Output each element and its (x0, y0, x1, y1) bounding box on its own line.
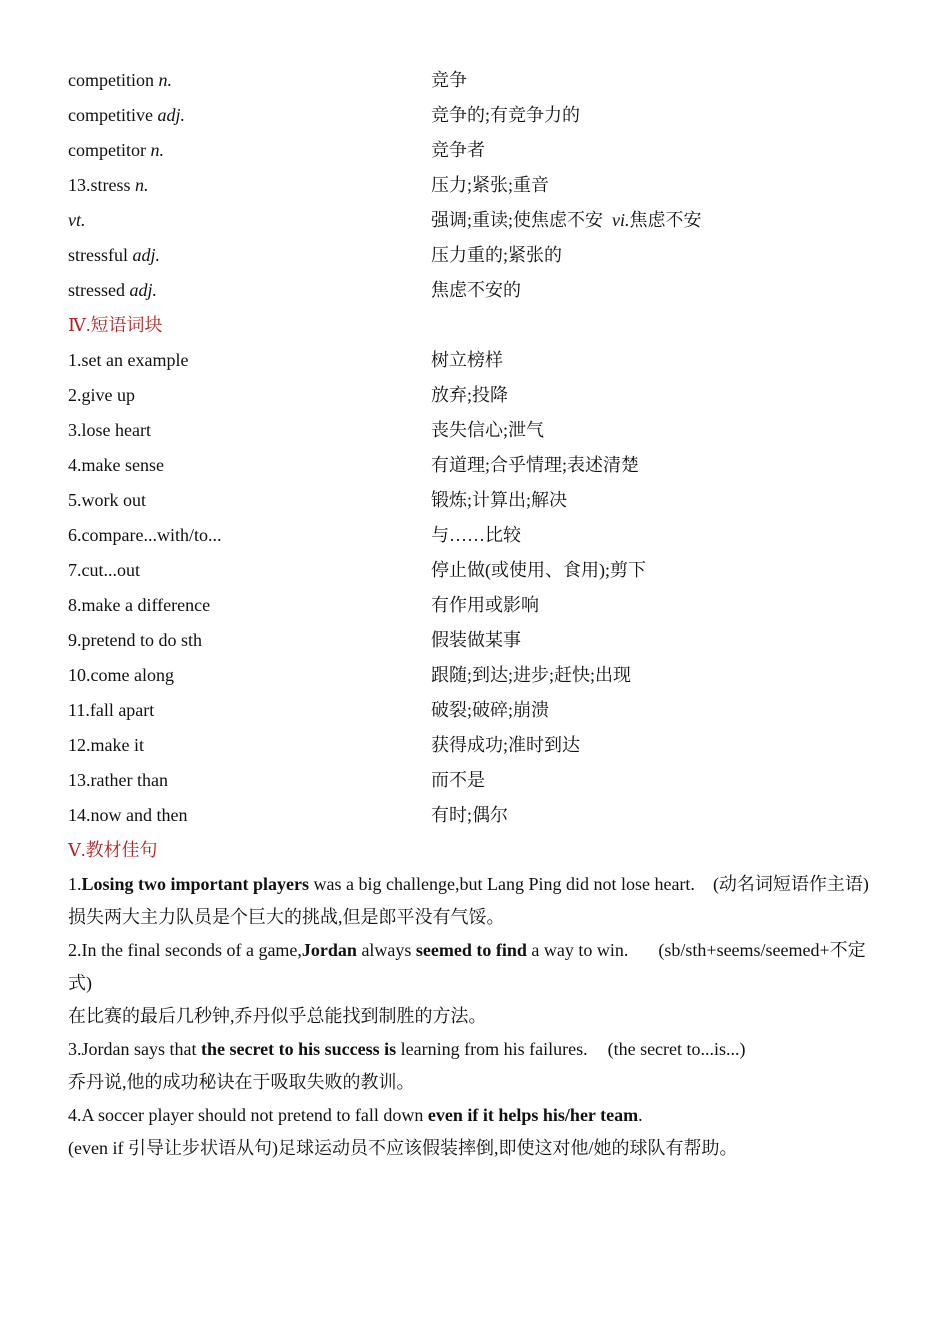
vocab-word: stressful adj. (68, 245, 161, 265)
sentence-1-zh: 损失两大主力队员是个巨大的挑战,但是郎平没有气馁。 (68, 907, 505, 927)
phrase-row (68, 798, 883, 833)
vocab-row (68, 63, 883, 98)
sentence-2-zh: 在比赛的最后几秒钟,乔丹似乎总能找到制胜的方法。 (68, 1006, 487, 1026)
vocab-word: competition n. (68, 70, 172, 90)
phrase-row (68, 483, 883, 518)
phrase-row (68, 413, 883, 448)
sentence-4-en: 4.A soccer player should not pretend to fall down even if it helps his/her team. (68, 1105, 643, 1125)
phrase-zh: 有作用或影响 (431, 595, 539, 615)
sentence-3-zh: 乔丹说,他的成功秘诀在于吸取失败的教训。 (68, 1072, 415, 1092)
sentence-4-zh: (even if 引导让步状语从句)足球运动员不应该假装摔倒,即使这对他/她的球队有帮助。 (68, 1138, 738, 1158)
vocab-row (68, 168, 883, 203)
sentence-1-note: (动名词短语作主语) (712, 874, 869, 894)
sentence-2-en: 2.In the final seconds of a game,Jordan always seemed to find a way to win. (sb/sth+seems/seemed+不定式) (68, 940, 866, 993)
phrase-zh: 与……比较 (431, 525, 521, 545)
vocab-meaning: 竞争 (431, 70, 467, 90)
vocab-row (68, 98, 883, 133)
phrase-en: 12.make it (68, 735, 144, 755)
section-heading-phrases: Ⅳ.短语词块 (68, 315, 163, 335)
vocab-row (68, 238, 883, 273)
vocab-word: competitive adj. (68, 105, 185, 125)
vocab-word: competitor n. (68, 140, 164, 160)
phrase-row (68, 728, 883, 763)
vocab-word: vt. (68, 210, 86, 230)
phrase-row (68, 763, 883, 798)
vocab-word: 13.stress n. (68, 175, 149, 195)
phrase-row (68, 553, 883, 588)
phrase-zh: 树立榜样 (431, 350, 503, 370)
phrase-en: 7.cut...out (68, 560, 140, 580)
phrase-zh: 获得成功;准时到达 (431, 735, 581, 755)
phrase-en: 8.make a difference (68, 595, 211, 615)
sentence-2-note: (sb/sth+seems/seemed+不定式) (68, 940, 866, 993)
sentence-1-en: 1.Losing two important players was a big challenge,but Lang Ping did not lose heart. (动名词短语作主语) (68, 874, 869, 894)
phrase-en: 10.come along (68, 665, 174, 685)
phrase-row (68, 518, 883, 553)
phrase-row (68, 343, 883, 378)
phrase-en: 2.give up (68, 385, 135, 405)
phrase-en: 11.fall apart (68, 700, 155, 720)
vocab-meaning: 竞争者 (431, 140, 485, 160)
vocab-row (68, 203, 883, 238)
phrase-row (68, 693, 883, 728)
phrase-en: 9.pretend to do sth (68, 630, 202, 650)
sentence-3-note: (the secret to...is...) (607, 1039, 746, 1059)
phrase-en: 14.now and then (68, 805, 188, 825)
phrase-zh: 破裂;破碎;崩溃 (431, 700, 550, 720)
phrase-en: 6.compare...with/to... (68, 525, 222, 545)
document-content (68, 63, 883, 1165)
phrase-row (68, 378, 883, 413)
vocab-meaning: 压力重的;紧张的 (431, 245, 563, 265)
section-heading-sentences: Ⅴ.教材佳句 (68, 840, 158, 860)
vocab-meaning: 竞争的;有竞争力的 (431, 105, 581, 125)
phrase-zh: 假装做某事 (431, 630, 521, 650)
phrase-zh: 跟随;到达;进步;赶快;出现 (431, 665, 632, 685)
phrase-zh: 丧失信心;泄气 (431, 420, 545, 440)
phrase-zh: 放弃;投降 (431, 385, 509, 405)
vocab-row (68, 133, 883, 168)
phrase-row (68, 658, 883, 693)
phrase-en: 5.work out (68, 490, 146, 510)
vocab-word: stressed adj. (68, 280, 158, 300)
vocab-row (68, 273, 883, 308)
vocab-meaning: 压力;紧张;重音 (431, 175, 550, 195)
phrase-zh: 锻炼;计算出;解决 (431, 490, 568, 510)
phrase-row (68, 623, 883, 658)
phrase-en: 3.lose heart (68, 420, 151, 440)
phrase-row (68, 588, 883, 623)
phrase-zh: 停止做(或使用、食用);剪下 (431, 560, 646, 580)
phrase-zh: 而不是 (431, 770, 485, 790)
vocab-meaning: 焦虑不安的 (431, 280, 521, 300)
phrase-en: 4.make sense (68, 455, 164, 475)
phrase-zh: 有时;偶尔 (431, 805, 509, 825)
phrase-row (68, 448, 883, 483)
phrase-en: 1.set an example (68, 350, 189, 370)
sentence-3-en: 3.Jordan says that the secret to his success is learning from his failures. (the secret to...is...) (68, 1039, 746, 1059)
vocab-meaning: 强调;重读;使焦虑不安 vi.焦虑不安 (431, 210, 702, 230)
phrase-en: 13.rather than (68, 770, 168, 790)
phrase-zh: 有道理;合乎情理;表述清楚 (431, 455, 640, 475)
